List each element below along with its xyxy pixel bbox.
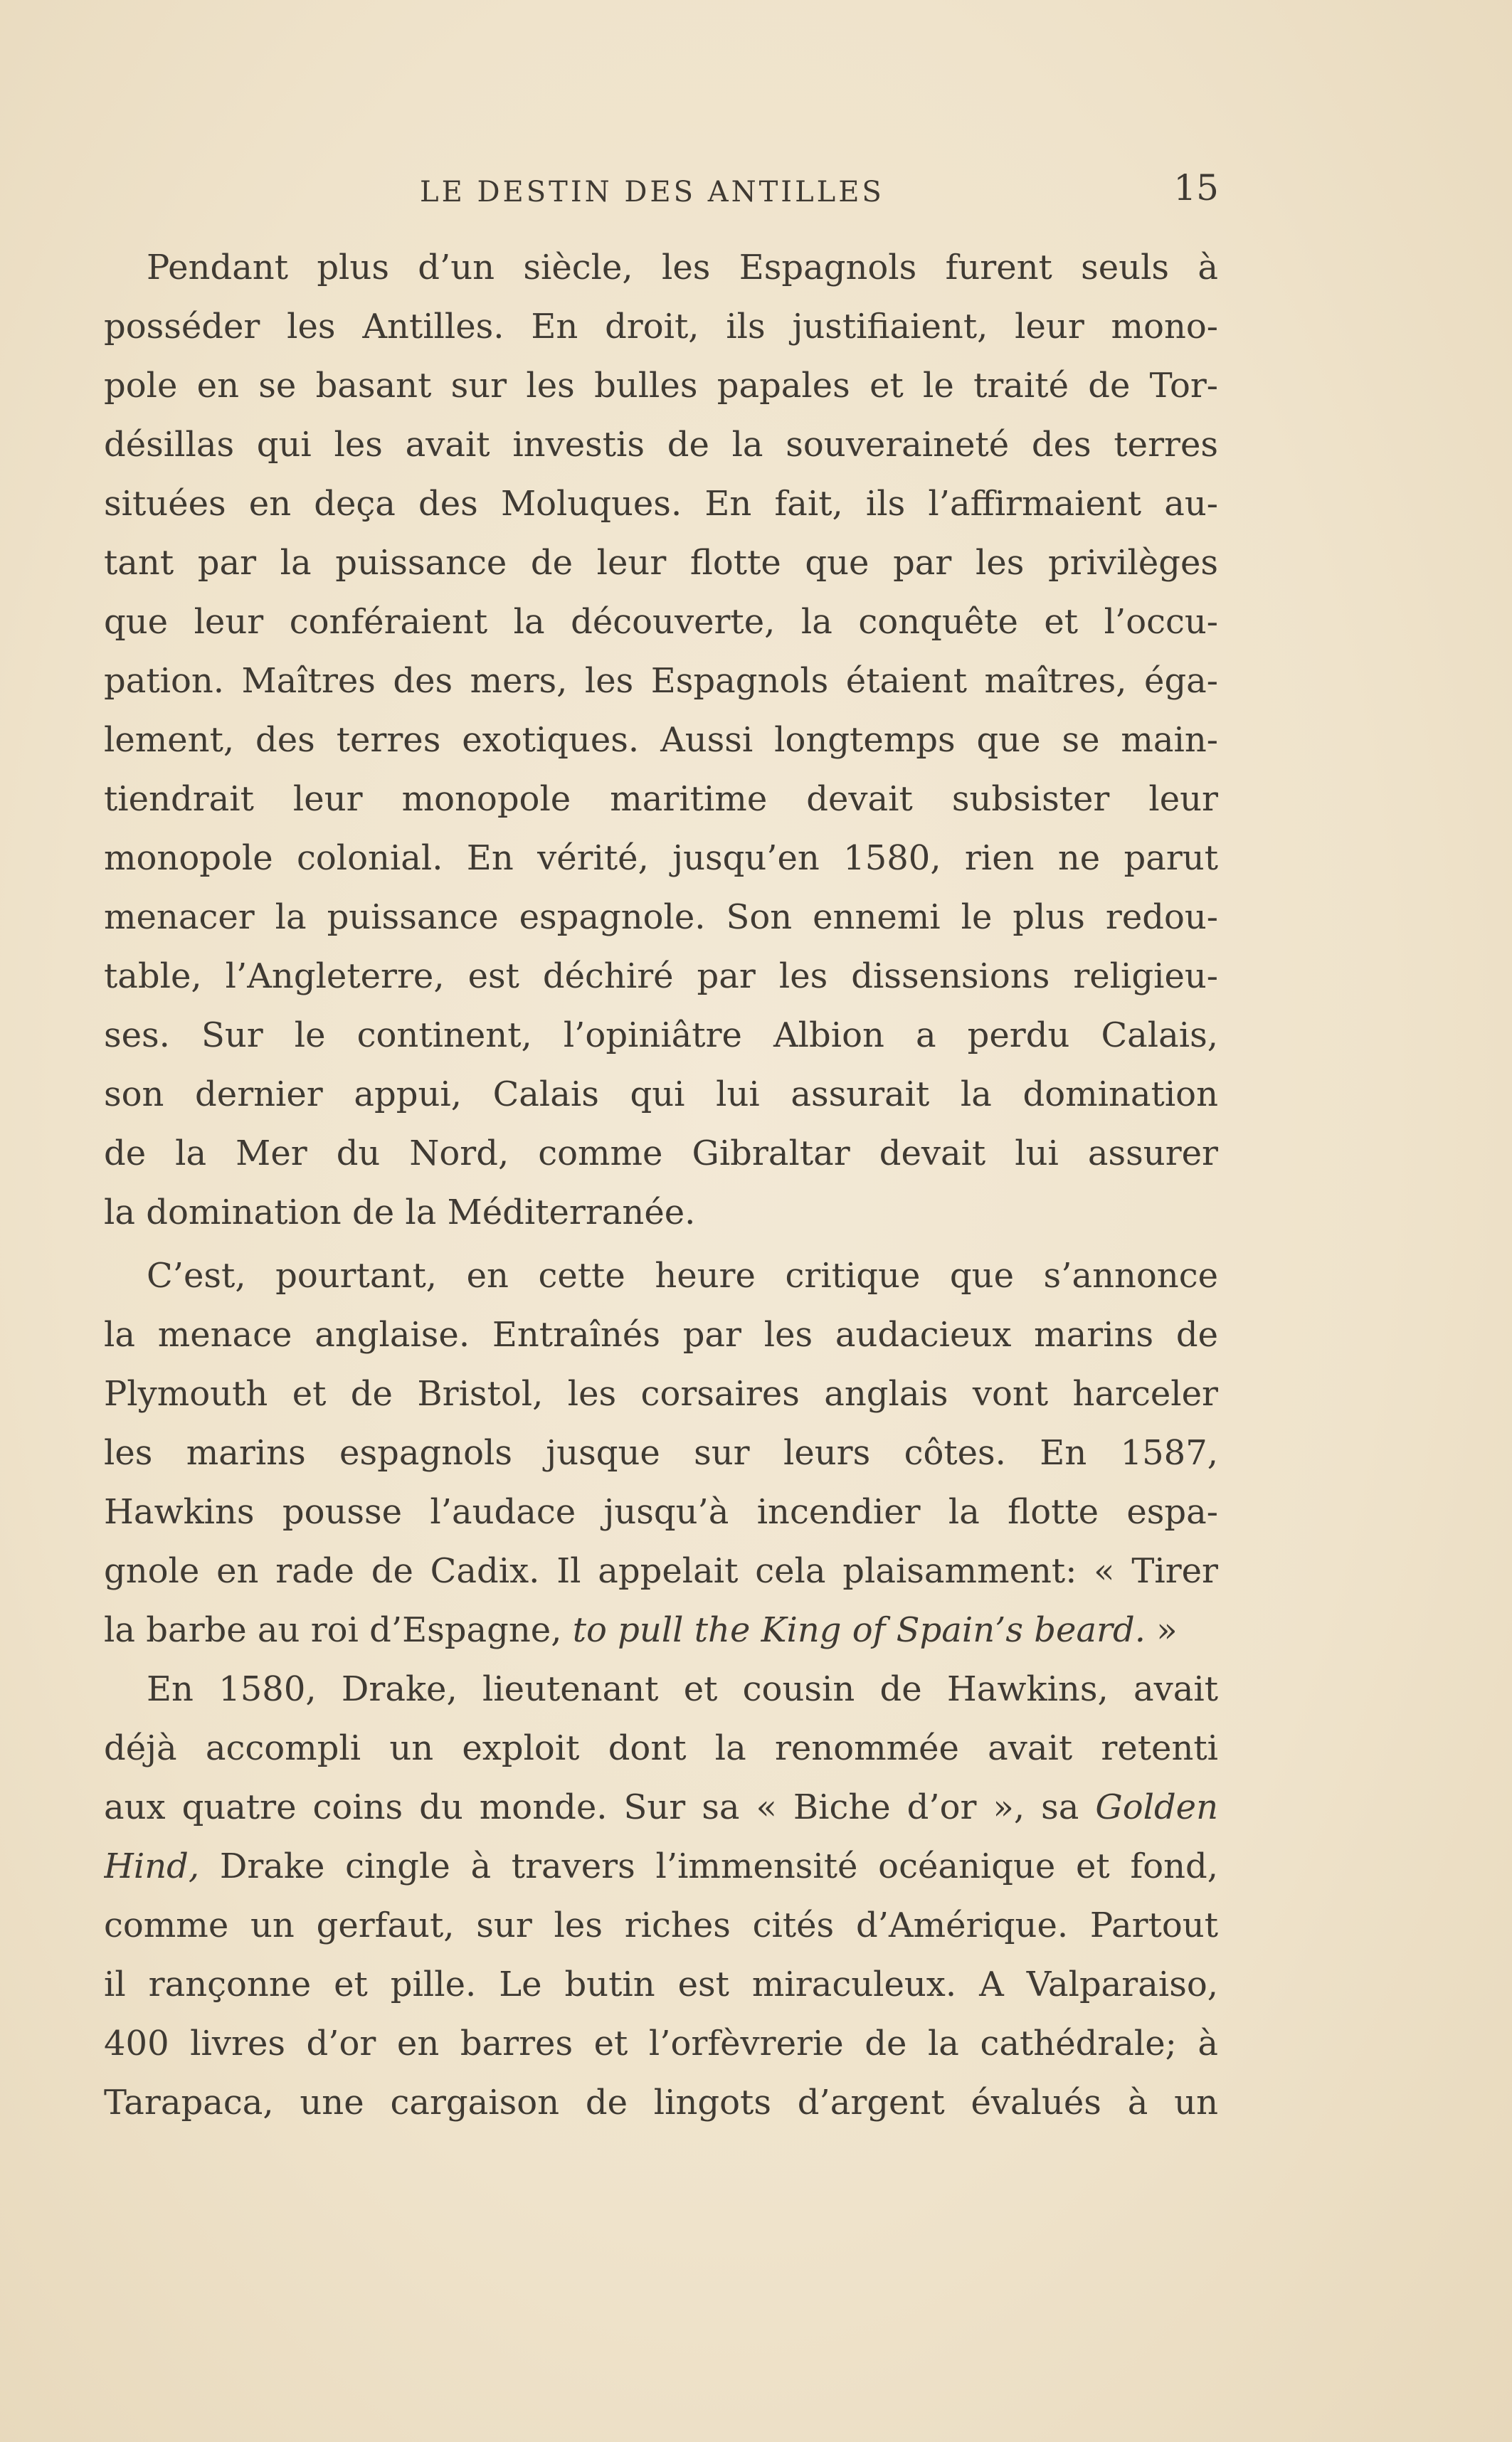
text-line: les marins espagnols jusque sur leurs côtes. En 1587, [104, 1433, 1218, 1473]
italic-phrase: Hind, [104, 1846, 200, 1886]
text-line: tant par la puissance de leur flotte que par les privilèges [104, 543, 1218, 583]
page-number: 15 [1173, 167, 1219, 208]
text-line: posséder les Antilles. En droit, ils justifiaient, leur mono- [104, 307, 1218, 347]
text-line: situées en deça des Moluques. En fait, ils l’affirmaient au- [104, 484, 1218, 524]
text-line: menacer la puissance espagnole. Son ennemi le plus redou- [104, 897, 1218, 937]
running-head: LE DESTIN DES ANTILLES [420, 176, 884, 208]
text-line: déjà accompli un exploit dont la renommée avait retenti [104, 1728, 1218, 1768]
text-segment: » [1145, 1610, 1178, 1650]
body-text [104, 238, 1218, 2132]
text-line: Pendant plus d’un siècle, les Espagnols furent seuls à [147, 248, 1218, 287]
text-line: ses. Sur le continent, l’opiniâtre Albion a perdu Calais, [104, 1015, 1218, 1055]
text-line [104, 1778, 1218, 1837]
text-line: Hawkins pousse l’audace jusqu’à incendier la flotte espa- [104, 1492, 1218, 1532]
text-line: 400 livres d’or en barres et l’orfèvrerie de la cathédrale; à [104, 2024, 1218, 2063]
text-line: lement, des terres exotiques. Aussi longtemps que se main- [104, 720, 1218, 760]
text-line [104, 1601, 1218, 1660]
text-line: comme un gerfaut, sur les riches cités d’Amérique. Partout [104, 1906, 1218, 1945]
text-line: table, l’Angleterre, est déchiré par les dissensions religieu- [104, 956, 1218, 996]
text-segment: Drake cingle à travers l’immensité océanique et fond, [199, 1846, 1218, 1886]
text-line: monopole colonial. En vérité, jusqu’en 1580, rien ne parut [104, 838, 1218, 878]
text-line: la domination de la Méditerranée. [104, 1193, 696, 1232]
text-segment: la barbe au roi d’Espagne, [104, 1610, 573, 1650]
text-line [104, 1837, 1218, 1896]
text-line: Tarapaca, une cargaison de lingots d’argent évalués à un [104, 2083, 1218, 2123]
text-line: En 1580, Drake, lieutenant et cousin de Hawkins, avait [147, 1669, 1218, 1709]
text-line: de la Mer du Nord, comme Gibraltar devait lui assurer [104, 1133, 1218, 1173]
text-line: désillas qui les avait investis de la souveraineté des terres [104, 425, 1218, 465]
text-line: pation. Maîtres des mers, les Espagnols étaient maîtres, éga- [104, 661, 1218, 701]
text-line: que leur conféraient la découverte, la conquête et l’occu- [104, 602, 1218, 642]
text-line: il rançonne et pille. Le butin est miraculeux. A Valparaiso, [104, 1965, 1218, 2004]
text-line: tiendrait leur monopole maritime devait subsister leur [104, 779, 1218, 819]
text-line: C’est, pourtant, en cette heure critique que s’annonce [147, 1256, 1218, 1296]
italic-phrase: to pull the King of Spain’s beard. [572, 1610, 1146, 1650]
text-line: Plymouth et de Bristol, les corsaires anglais vont harceler [104, 1374, 1218, 1414]
text-line: gnole en rade de Cadix. Il appelait cela plaisamment: « Tirer [104, 1551, 1218, 1591]
text-line: son dernier appui, Calais qui lui assurait la domination [104, 1074, 1218, 1114]
text-line: la menace anglaise. Entraînés par les audacieux marins de [104, 1315, 1218, 1355]
italic-phrase: Golden [1095, 1787, 1218, 1827]
text-segment: aux quatre coins du monde. Sur sa « Biche d’or », sa [104, 1787, 1096, 1827]
text-line: pole en se basant sur les bulles papales et le traité de Tor- [104, 366, 1218, 406]
